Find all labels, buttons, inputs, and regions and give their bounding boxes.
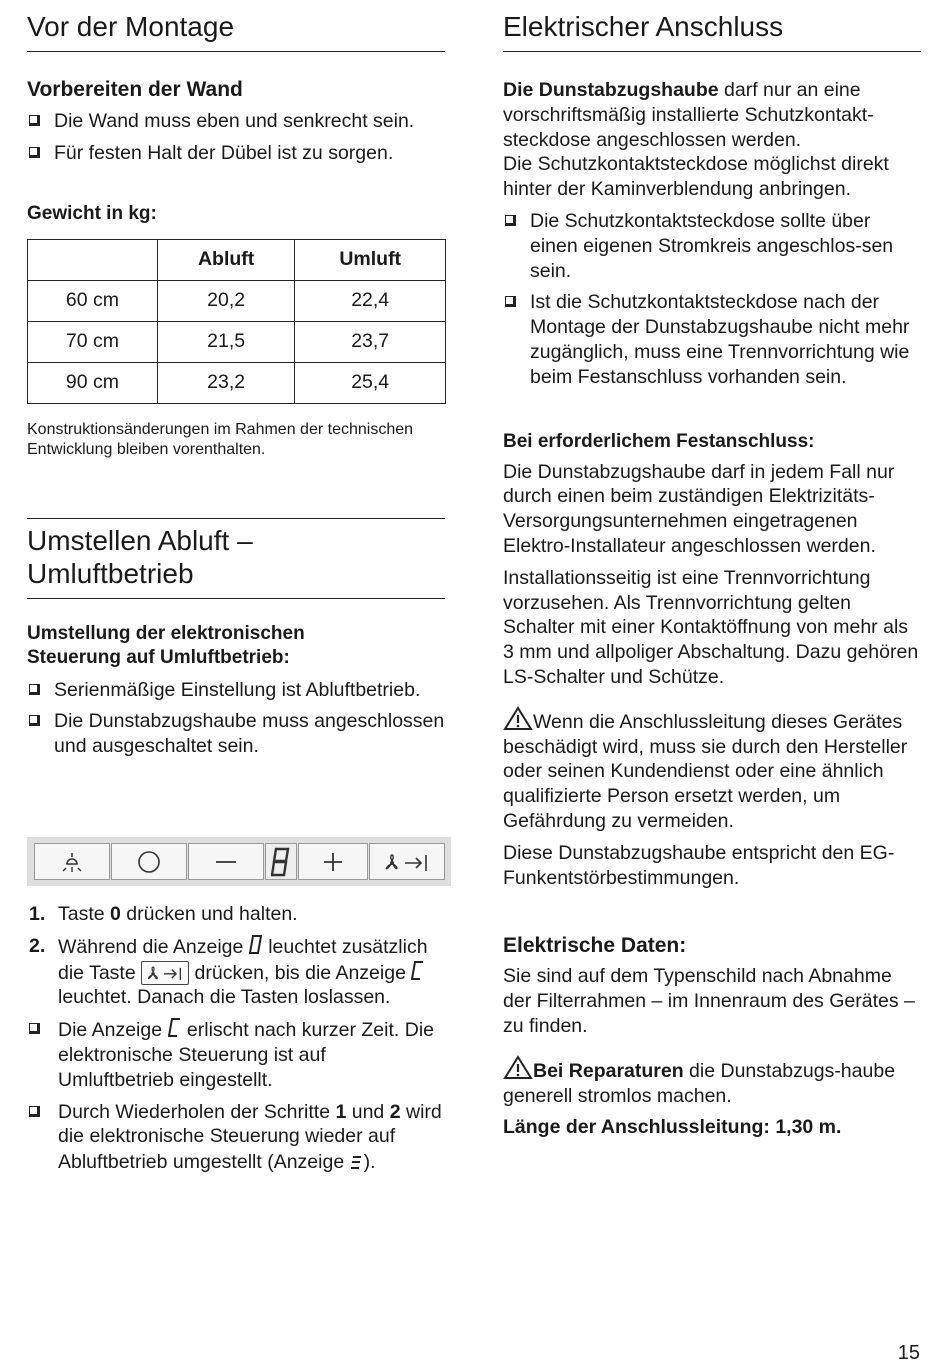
bullet-repeat: [27, 1100, 445, 1175]
table-row: [28, 321, 446, 362]
fan-interval-icon: [380, 850, 434, 874]
right-column: [503, 0, 921, 1140]
step-number: 2.: [29, 934, 46, 957]
bullet-text: wird die elektronische Steuerung wieder auf Abluftbetrieb umgestellt (Anzeige: [58, 1100, 442, 1174]
display-e-icon: [350, 1149, 364, 1171]
bullet-conv-2: Die Dunstabzugshaube muss angeschlossen und ausgeschaltet sein.: [27, 709, 445, 759]
display-c-icon: [168, 1017, 182, 1039]
bullet-wall-2: Für festen Halt der Dübel ist zu sorgen.: [27, 141, 445, 166]
paragraph-emc: Diese Dunstabzugshaube entspricht den EG-Funkentstörbestimmungen.: [503, 841, 895, 889]
heading-line: Umstellung der elektronischen: [27, 622, 305, 644]
warning-text: Wenn die Anschlussleitung dieses Gerätes beschädigt wird, muss sie durch den Hersteller oder seinen Kundendienst oder eine ähnlich qualifizierte Person ersetzt werden, um Gefährdung zu vermeiden.: [503, 710, 908, 832]
display-8-icon: [271, 847, 291, 877]
bullet-stromkreis: Die Schutzkontaktsteckdose sollte über einen eigenen Stromkreis angeschlos-sen sein.: [503, 209, 921, 283]
bullet-trennvorrichtung: Ist die Schutzkontaktsteckdose nach der Montage der Dunstabzugshaube nicht mehr zugänglich, muss eine Trennvorrichtung wie beim Festanschluss vorhanden sein.: [503, 290, 921, 389]
table-cell: 22,4: [295, 280, 446, 321]
step-number: 1.: [29, 903, 46, 925]
step-text: drücken, bis die Anzeige: [189, 961, 412, 984]
heading-festanschluss: Bei erforderlichem Festanschluss:: [503, 430, 815, 452]
section-title-line: Umluftbetrieb: [27, 557, 194, 589]
light-icon: [60, 851, 84, 873]
table-cell: 90 cm: [28, 362, 158, 403]
bullet-display-c: [27, 1017, 445, 1092]
warning-text: die Dunstabzugs-haube generell stromlos machen.: [503, 1059, 896, 1107]
heading-vorbereiten-der-wand: Vorbereiten der Wand: [27, 78, 243, 101]
section-title-vor-der-montage: Vor der Montage: [27, 10, 445, 52]
plus-icon: [322, 851, 344, 873]
display-c-icon: [411, 960, 425, 982]
interval-button[interactable]: [369, 843, 445, 880]
key-zero: 0: [110, 903, 121, 925]
left-column: [27, 0, 445, 759]
warning-reparaturen: [503, 1055, 921, 1109]
light-button[interactable]: [34, 843, 110, 880]
step-2: [27, 934, 445, 1010]
table-row: [28, 280, 446, 321]
table-row: [28, 362, 446, 403]
bullet-text: ).: [363, 1151, 376, 1174]
warning-icon: [503, 706, 533, 731]
step-text: leuchtet. Danach die Tasten loslassen.: [58, 986, 391, 1009]
display-0-icon: [249, 934, 263, 956]
display: [265, 843, 297, 880]
bullet-wall-1: Die Wand muss eben und senkrecht sein.: [27, 109, 445, 134]
table-header-cell: Abluft: [157, 239, 295, 280]
cable-length: Länge der Anschlussleitung: 1,30 m.: [503, 1116, 842, 1139]
step-ref: 1: [335, 1100, 347, 1123]
paragraph-festanschluss-2: Installationsseitig ist eine Trennvorrichtung vorzusehen. Als Trennvorrichtung gelten Schalter mit einer Kontaktöffnung von mehr als 3 mm und allpoliger Abschaltung. Dazu gehören LS-Schalter und Schütze.: [503, 566, 919, 688]
step-ref: 2: [389, 1100, 401, 1123]
step-text: drücken und halten.: [120, 903, 298, 925]
table-cell: 20,2: [157, 280, 295, 321]
heading-elektrische-daten: Elektrische Daten:: [503, 934, 687, 958]
bold-text: Die Dunstabzugshaube: [503, 79, 719, 101]
control-panel: [27, 837, 451, 886]
section-title-elektrischer-anschluss: Elektrischer Anschluss: [503, 10, 921, 52]
minus-icon: [214, 859, 238, 865]
off-button[interactable]: [111, 843, 187, 880]
interval-key-icon: [141, 961, 189, 985]
bullet-text: erlischt nach kurzer Zeit. Die elektronische Steuerung ist auf Umluftbetrieb eingestellt.: [58, 1019, 435, 1091]
footnote: Konstruktionsänderungen im Rahmen der technischen Entwicklung bleiben vorenthalten.: [27, 420, 414, 458]
table-cell: 70 cm: [28, 321, 158, 362]
step-text: Während die Anzeige: [58, 935, 249, 958]
bullet-text: Die Anzeige: [58, 1019, 168, 1042]
weight-table: [27, 239, 446, 404]
bullet-text: Durch Wiederholen der Schritte: [58, 1100, 336, 1123]
table-header-cell: Umluft: [295, 239, 446, 280]
table-cell: 25,4: [295, 362, 446, 403]
table-cell: 23,7: [295, 321, 446, 362]
paragraph-steckdose: Die Schutzkontaktsteckdose möglichst direkt hinter der Kaminverblendung anbringen.: [503, 153, 889, 201]
bullet-conv-1: Serienmäßige Einstellung ist Abluftbetrieb.: [27, 678, 445, 703]
warning-paragraph: [503, 706, 921, 834]
page-number: 15: [897, 1342, 920, 1364]
bullet-text: und: [346, 1100, 390, 1123]
step-text: leuchtet zusätzlich die Taste: [58, 935, 428, 984]
paragraph-intro: [503, 78, 921, 152]
table-header-cell: [28, 239, 158, 280]
paragraph-typenschild: Sie sind auf dem Typenschild nach Abnahme der Filterrahmen – im Innenraum des Gerätes – zu finden.: [503, 965, 915, 1037]
warning-icon: [503, 1055, 533, 1080]
divider: [27, 518, 445, 519]
paragraph-festanschluss-1: Die Dunstabzugshaube darf in jedem Fall nur durch einen beim zuständigen Elektrizitäts-Versorgungsunternehmen eingetragenen Elektro-Installateur angeschlossen werden.: [503, 460, 895, 557]
step-1: [27, 902, 445, 927]
heading-gewicht: Gewicht in kg:: [27, 202, 157, 224]
table-cell: 60 cm: [28, 280, 158, 321]
table-row: [28, 239, 446, 280]
paragraph-text: darf nur an eine vorschriftsmäßig installierte Schutzkontakt-steckdose angeschlossen werden.: [503, 79, 874, 151]
heading-umstellung: [27, 622, 445, 670]
step-text: Taste: [58, 903, 111, 925]
table-cell: 21,5: [157, 321, 295, 362]
circle-icon: [136, 849, 162, 875]
table-cell: 23,2: [157, 362, 295, 403]
plus-button[interactable]: [298, 843, 368, 880]
heading-line: Steuerung auf Umluftbetrieb:: [27, 646, 290, 668]
steps: [27, 902, 445, 1175]
section-title-line: Umstellen Abluft –: [27, 524, 253, 556]
section-title-umstellen: [27, 524, 445, 599]
minus-button[interactable]: [188, 843, 264, 880]
bold-text: Bei Reparaturen: [533, 1059, 684, 1082]
